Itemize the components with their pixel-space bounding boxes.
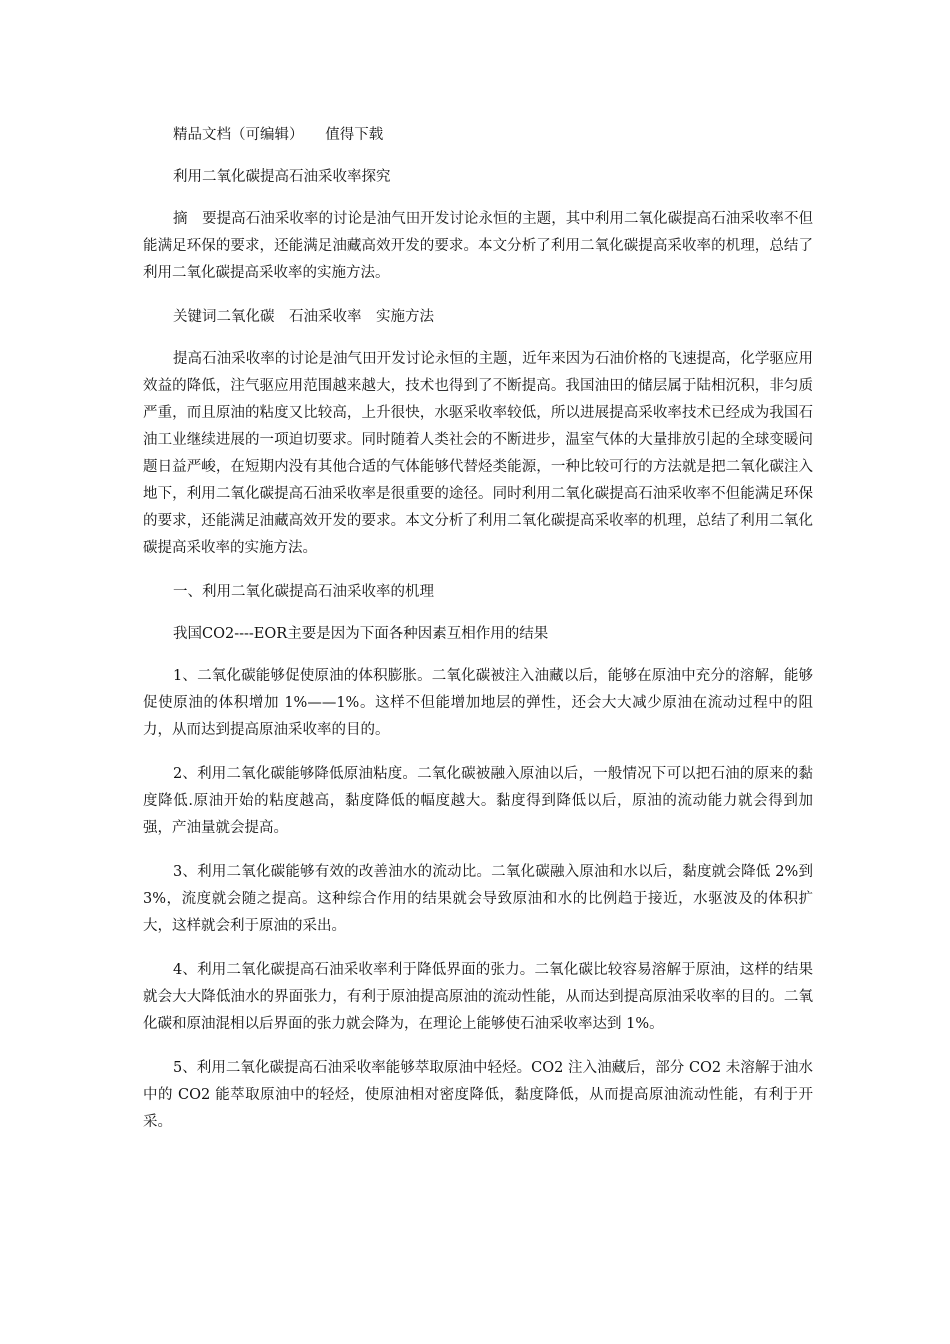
abstract-paragraph: 摘 要提高石油采收率的讨论是油气田开发讨论永恒的主题，其中利用二氧化碳提高石油采收率不但能满足环保的要求，还能满足油藏高效开发的要求。本文分析了利用二氧化碳提高采收率的机理，总结了利用二氧化碳提高采收率的实施方法。 bbox=[143, 211, 813, 281]
mechanism-item-1: 1、二氧化碳能够促使原油的体积膨胀。二氧化碳被注入油藏以后，能够在原油中充分的溶解，能够促使原油的体积增加 1%——1%。这样不但能增加地层的弹性，还会大大减少原油在流动过程中的阻力，从而达到提高原油采收率的目的。 bbox=[143, 668, 813, 738]
document-title: 利用二氧化碳提高石油采收率探究 bbox=[173, 169, 391, 185]
section-lead: 我国CO2----EOR主要是因为下面各种因素互相作用的结果 bbox=[173, 626, 549, 642]
keywords-line: 关键词二氧化碳 石油采收率 实施方法 bbox=[173, 309, 434, 325]
document-header: 精品文档（可编辑） 值得下载 bbox=[173, 127, 384, 143]
mechanism-item-2: 2、利用二氧化碳能够降低原油粘度。二氧化碳被融入原油以后，一般情况下可以把石油的原来的黏度降低.原油开始的粘度越高，黏度降低的幅度越大。黏度得到降低以后，原油的流动能力就会得到加强，产油量就会提高。 bbox=[143, 766, 813, 836]
mechanism-item-4: 4、利用二氧化碳提高石油采收率利于降低界面的张力。二氧化碳比较容易溶解于原油，这样的结果就会大大降低油水的界面张力，有利于原油提高原油的流动性能，从而达到提高原油采收率的目的。二氧化碳和原油混相以后界面的张力就会降为，在理论上能够使石油采收率达到 1%。 bbox=[143, 962, 813, 1032]
mechanism-item-3: 3、利用二氧化碳能够有效的改善油水的流动比。二氧化碳融入原油和水以后，黏度就会降低 2%到 3%，流度就会随之提高。这种综合作用的结果就会导致原油和水的比例趋于接近，水驱波及的体积扩大，这样就会利于原油的采出。 bbox=[143, 864, 813, 934]
section-heading: 一、利用二氧化碳提高石油采收率的机理 bbox=[173, 584, 434, 600]
intro-paragraph: 提高石油采收率的讨论是油气田开发讨论永恒的主题，近年来因为石油价格的飞速提高，化学驱应用效益的降低，注气驱应用范围越来越大，技术也得到了不断提高。我国油田的储层属于陆相沉积，非匀质严重，而且原油的粘度又比较高，上升很快，水驱采收率较低，所以进展提高采收率技术已经成为我国石油工业继续进展的一项迫切要求。同时随着人类社会的不断进步，温室气体的大量排放引起的全球变暖问题日益严峻，在短期内没有其他合适的气体能够代替烃类能源，一种比较可行的方法就是把二氧化碳注入地下，利用二氧化碳提高石油采收率是很重要的途径。同时利用二氧化碳提高石油采收率不但能满足环保的要求，还能满足油藏高效开发的要求。本文分析了利用二氧化碳提高采收率的机理，总结了利用二氧化碳提高采收率的实施方法。 bbox=[143, 351, 813, 556]
document-page bbox=[143, 122, 813, 1153]
mechanism-item-5: 5、利用二氧化碳提高石油采收率能够萃取原油中轻烃。CO2 注入油藏后，部分 CO2 未溶解于油水中的 CO2 能萃取原油中的轻烃，使原油相对密度降低，黏度降低，从而提高原油流动性能，有利于开采。 bbox=[143, 1060, 813, 1130]
